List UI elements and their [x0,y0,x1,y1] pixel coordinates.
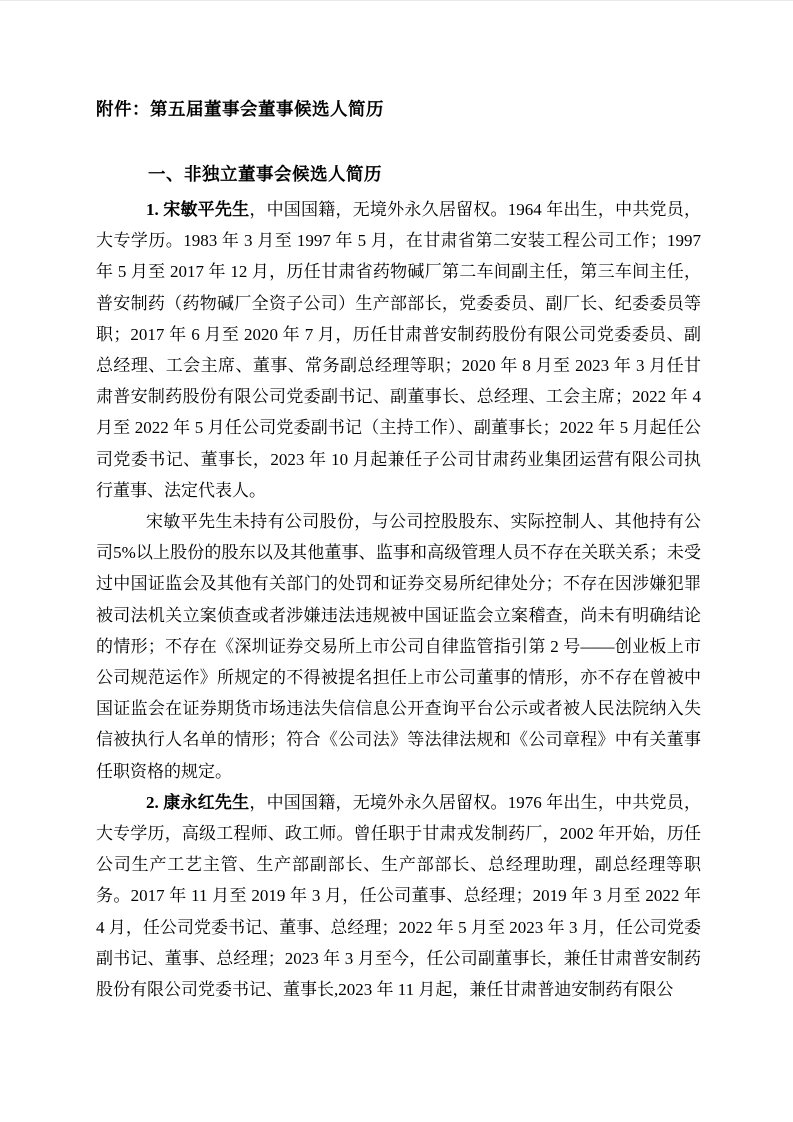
paragraph-text: ，中国国籍，无境外永久居留权。1964 年出生，中共党员，大专学历。1983 年 3 月至 1997 年 5 月，在甘肃省第二安装工程公司工作；1997 年 5 月至 2017 年 12 月，历任甘肃省药物碱厂第二车间副主任，第三车间主任，普安制药（药物碱厂全资子公司）生产部部长，党委委员、副厂长、纪委委员等职；2017 年 6 月至 2020 年 7 月，历任甘肃普安制药股份有限公司党委委员、副总经理、工会主席、董事、常务副总经理等职；2020 年 8 月至 2023 年 3 月任甘肃普安制药股份有限公司党委副书记、副董事长、总经理、工会主席；2022 年 4 月至 2022 年 5 月任公司党委副书记（主持工作）、副董事长；2022 年 5 月起任公司党委书记、董事长，2023 年 10 月起兼任子公司甘肃药业集团运营有限公司执行董事、法定代表人。 [96,200,702,500]
candidate-name-kang-yonghong: 2. 康永红先生 [146,792,250,812]
paragraph-text: ，中国国籍，无境外永久居留权。1976 年出生，中共党员，大专学历，高级工程师、政工师。曾任职于甘肃戎发制药厂，2002 年开始，历任公司生产工艺主管、生产部副部长、生产部部长、总经理助理，副总经理等职务。2017 年 11 月至 2019 年 3 月，任公司董事、总经理；2019 年 3 月至 2022 年 4 月，任公司党委书记、董事、总经理；2022 年 5 月至 2023 年 3 月，任公司党委副书记、董事、总经理；2023 年 3 月至今，任公司副董事长，兼任甘肃普安制药股份有限公司党委书记、董事长,2023 年 11 月起，兼任甘肃普迪安制药有限公 [96,792,702,1000]
section-heading: 一、非独立董事会候选人简历 [148,164,382,184]
candidate-name-song-minping: 1. 宋敏平先生 [146,200,250,219]
paragraph-song-minping-compliance [96,506,701,787]
attachment-title: 附件：第五届董事会董事候选人简历 [96,99,384,119]
paragraph-song-minping-bio [96,194,701,506]
document-body [96,194,701,1005]
paragraph-kang-yonghong-bio [96,787,701,1005]
paragraph-text: 宋敏平先生未持有公司股份，与公司控股股东、实际控制人、其他持有公司5%以上股份的股东以及其他董事、监事和高级管理人员不存在关联关系；未受过中国证监会及其他有关部门的处罚和证券交易所纪律处分；不存在因涉嫌犯罪被司法机关立案侦查或者涉嫌违法违规被中国证监会立案稽查，尚未有明确结论的情形；不存在《深圳证券交易所上市公司自律监管指引第 2 号——创业板上市公司规范运作》所规定的不得被提名担任上市公司董事的情形，亦不存在曾被中国证监会在证券期货市场违法失信信息公开查询平台公示或者被人民法院纳入失信被执行人名单的情形；符合《公司法》等法律法规和《公司章程》中有关董事任职资格的规定。 [96,512,701,781]
